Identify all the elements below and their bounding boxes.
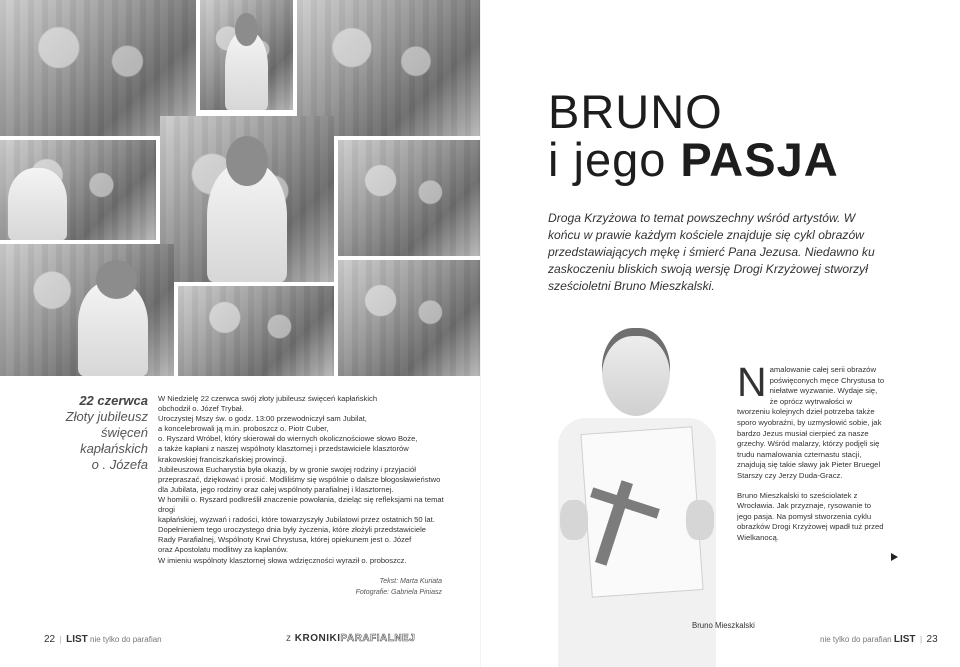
event-caption-line: Złoty jubileusz xyxy=(65,409,148,424)
event-article-body xyxy=(158,394,448,566)
page-number: 22 xyxy=(44,634,56,645)
body-line: W imieniu wspólnoty klasztornej słowa wdzięczności wyraził o. proboszcz. xyxy=(158,555,407,565)
event-caption-line: o . Józefa xyxy=(91,457,148,472)
photo-altar xyxy=(178,286,334,376)
photo-blessing xyxy=(0,244,174,376)
footer-right: nie tylko do parafian LIST | 23 xyxy=(820,634,938,645)
body-line: kapłańskiej, wyzwań i radości, które towarzyszyły Jubilatowi przez ostatnich 50 lat. xyxy=(158,515,435,525)
title-line-1: BRUNO xyxy=(548,85,723,138)
section-word-kroniki: KRONIKI xyxy=(294,633,341,644)
event-caption xyxy=(20,393,148,473)
body-line: dla Jubilata, jego rodziny oraz całej wspólnoty parafialnej i klasztornej. xyxy=(158,484,394,494)
article-title xyxy=(548,85,839,186)
title-light: i jego xyxy=(548,133,667,186)
continue-arrow-icon xyxy=(891,553,898,561)
photo-caption: Bruno Mieszkalski xyxy=(692,621,755,630)
event-caption-line: święceń xyxy=(101,425,148,440)
title-bold: PASJA xyxy=(680,133,839,186)
event-date: 22 czerwca xyxy=(79,393,148,408)
gutter xyxy=(480,0,481,667)
magazine-tagline: nie tylko do parafian xyxy=(90,635,162,644)
body-line: obchodził o. Józef Trybał. xyxy=(158,404,244,414)
photo-jubilarian-portrait xyxy=(160,116,334,282)
body-line: Rady Parafialnej, Wspólnoty Krwi Chrystusa, której opiekunem jest o. Józef xyxy=(158,535,412,545)
magazine-tagline: nie tylko do parafian xyxy=(820,635,892,644)
title-line-2 xyxy=(548,133,839,186)
body-line: a także kapłani z naszej wspólnoty klasztornej i przedstawiciele klasztorów xyxy=(158,444,409,454)
photo-wishes xyxy=(338,140,480,256)
page-number: 23 xyxy=(926,634,938,645)
photo-priest-portrait-top xyxy=(200,0,293,110)
magazine-name: LIST xyxy=(66,634,88,645)
section-word-parafialnej: PARAFIALNEJ xyxy=(340,633,416,644)
article-paragraph-1: Namalowanie całej serii obrazów poświęconych męce Chrystusa to niełatwe wyzwanie. Wydaje się, że oprócz wytrwałości w tworzeniu kolejnych dzieł potrzeba także sporo wyobraźni, by uzmysłowić sobie, jak bardzo Jezus musiał cierpieć za nasze grzechy. Wśród malarzy, którzy podjęli się trudu namalowania czternastu stacji, znajdują się takie sławy jak Pieter Bruegel Starszy czy Jerzy Duda-Gracz. xyxy=(737,359,885,480)
body-line: oraz Apostolatu modlitwy za kapłanów. xyxy=(158,545,289,555)
photo-communion xyxy=(0,140,156,240)
body-line: Uroczystej Mszy św. o godz. 13:00 przewodniczył sam Jubilat, xyxy=(158,414,367,424)
credits xyxy=(300,576,442,598)
footer-left: 22 | LIST nie tylko do parafian xyxy=(44,634,162,645)
photo-credit: Fotografie: Gabriela Piniasz xyxy=(355,589,442,596)
article-paragraph-2: Bruno Mieszkalski to sześciolatek z Wrocławia. Jak przyznaje, rysowanie to jego pasja. Na pomysł stworzenia cyklu obrazków Drogi Krzyżowej wpadł tuż przed Wielkanocą. xyxy=(737,490,884,542)
article-body xyxy=(737,359,885,553)
body-line: krakowskiej franciszkańskiej prowincji. xyxy=(158,454,287,464)
section-label xyxy=(286,633,415,644)
photo-procession xyxy=(338,260,480,376)
body-line: przepraszać, dziękować i prosić. Modliliśmy się wspólnie o dalsze błogosławieństwo xyxy=(158,474,441,484)
drop-cap: N xyxy=(737,359,767,405)
event-caption-line: kapłańskich xyxy=(80,441,148,456)
body-line: Jubileuszowa Eucharystia była okazją, by w gronie swojej rodziny i przyjaciół xyxy=(158,464,416,474)
body-line: W Niedzielę 22 czerwca swój złoty jubileusz święceń kapłańskich xyxy=(158,394,378,403)
photo-bruno-with-drawing xyxy=(552,320,722,667)
body-line: Dopełnieniem tego uroczystego dnia były życzenia, które złożyli przedstawiciele xyxy=(158,525,427,535)
body-line: a koncelebrowali ją m.in. proboszcz o. Piotr Cuber, xyxy=(158,424,329,434)
section-prefix: z xyxy=(286,633,292,644)
body-line: W homilii o. Ryszard podkreślił znaczenie powołania, dzieląc się refleksjami na temat drogi xyxy=(158,494,444,515)
text-credit: Tekst: Marta Kuriata xyxy=(379,578,442,585)
magazine-name: LIST xyxy=(893,634,916,645)
body-line: o. Ryszard Wróbel, który skierował do wiernych okolicznościowe słowo Boże, xyxy=(158,434,418,444)
article-lead: Droga Krzyżowa to temat powszechny wśród artystów. W końcu w prawie każdym kościele znajduje się cykl obrazów przedstawiających mękę i śmierć Pana Jezusa. Niedawno ku zaskoczeniu bliskich swoją wersję Drogi Krzyżowej stworzył sześcioletni Bruno Mieszkalski. xyxy=(548,211,875,293)
